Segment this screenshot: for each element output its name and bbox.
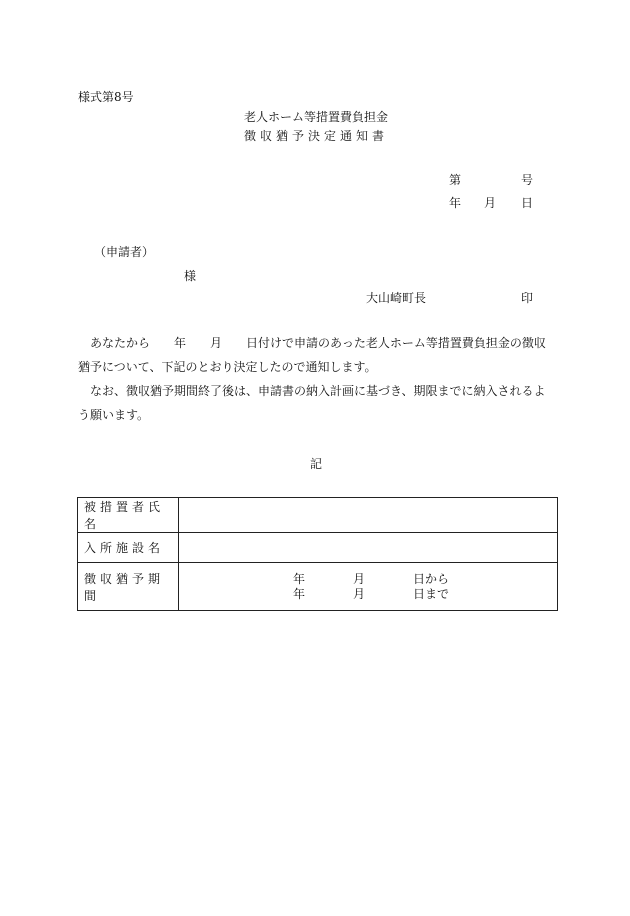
insured-name-label: 被措置者氏名 xyxy=(78,498,179,533)
issuer-name: 大山崎町長 xyxy=(366,291,427,305)
ki-heading: 記 xyxy=(310,457,323,471)
form-number: 様式第8号 xyxy=(78,90,134,104)
period-to-year: 年 xyxy=(293,587,306,601)
period-to-day: 日まで xyxy=(413,587,450,601)
period-from-year: 年 xyxy=(293,572,306,586)
seal-mark: 印 xyxy=(521,291,534,305)
date-year: 年 xyxy=(449,196,462,210)
doc-number-prefix: 第 xyxy=(449,173,462,187)
date-day: 日 xyxy=(521,196,534,210)
body-paragraph-1: あなたから 年 月 日付けで申請のあった老人ホーム等措置費負担金の徴収猶予について、下記のとおり決定したので通知します。 xyxy=(78,336,546,374)
deferral-period-label: 徴収猶予期間 xyxy=(78,563,179,611)
period-from-month: 月 xyxy=(353,572,366,586)
insured-name-field xyxy=(179,498,558,533)
period-to-month: 月 xyxy=(353,587,366,601)
title-line1: 老人ホーム等措置費負担金 xyxy=(244,110,389,124)
body-paragraph-2: なお、徴収猶予期間終了後は、申請書の納入計画に基づき、期限までに納入されるよう願います。 xyxy=(78,384,546,422)
record-table xyxy=(77,497,558,611)
date-month: 月 xyxy=(484,196,497,210)
facility-name-label: 入所施設名 xyxy=(78,533,179,563)
honorific: 様 xyxy=(184,269,197,283)
period-from-day: 日から xyxy=(413,572,450,586)
deferral-period-field xyxy=(179,563,558,611)
title-line2: 徴収猶予決定通知書 xyxy=(244,129,389,143)
applicant-label: （申請者） xyxy=(94,245,155,259)
facility-name-field xyxy=(179,533,558,563)
doc-number-suffix: 号 xyxy=(521,173,534,187)
